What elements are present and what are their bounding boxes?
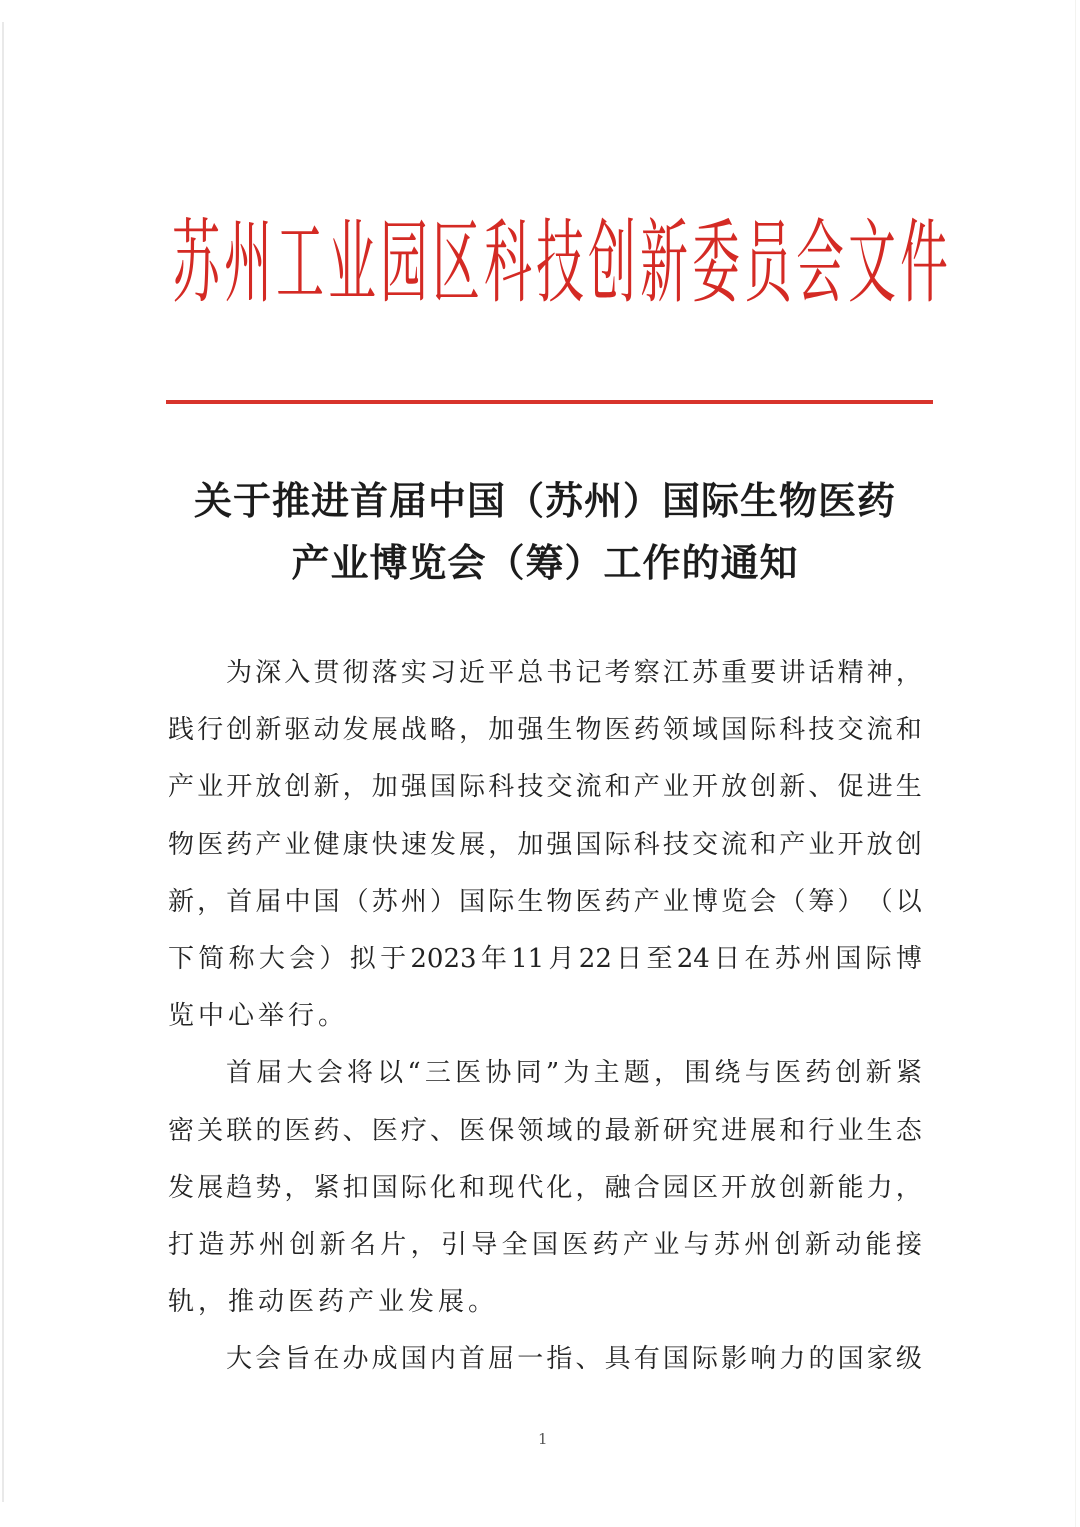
body-line: 践 行 创 新 驱 动 发 展 战 略 ， 加 强 生 物 医 药 领 域 国 际 科 技 交 流 和 [168, 715, 922, 746]
body-line: 产 业 开 放 创 新 ， 加 强 国 际 科 技 交 流 和 产 业 开 放 创 新 、 促 进 生 [168, 772, 922, 803]
issuer-header-char: 园 [380, 211, 428, 317]
title-line-2: 产业博览会（筹）工作的通知 [291, 540, 799, 585]
issuer-header-char: 件 [900, 211, 949, 317]
title-line-1: 关于推进首届中国（苏州）国际生物医药 [193, 478, 896, 523]
issuer-header-char: 新 [640, 211, 689, 317]
issuer-header [170, 211, 949, 317]
body-line: 览中心举行。 [168, 1001, 349, 1032]
body-line: 大 会 旨 在 办 成 国 内 首 屈 一 指 、 具 有 国 际 影 响 力 的 国 家 级 [226, 1344, 922, 1375]
issuer-header-char: 科 [484, 211, 533, 317]
body-line: 物 医 药 产 业 健 康 快 速 发 展 ， 加 强 国 际 科 技 交 流 和 产 业 开 放 创 [168, 829, 922, 860]
document-body [168, 648, 922, 1391]
body-line: 密 关 联 的 医 药 、 医 疗 、 医 保 领 域 的 最 新 研 究 进 展 和 行 业 生 态 [168, 1115, 922, 1146]
issuer-header-char: 区 [432, 211, 481, 317]
scan-edge-right [1075, 0, 1076, 1527]
body-line: 下 简 称 大 会 ） 拟 于 2023 年 11 月 22 日 至 24 日 在 苏 州 国 际 博 [168, 943, 922, 974]
issuer-header-char: 创 [588, 211, 637, 317]
issuer-header-char: 技 [536, 211, 585, 317]
document-title [150, 470, 940, 594]
scan-edge-left [2, 22, 4, 1502]
issuer-header-char: 业 [328, 211, 376, 317]
issuer-header-char: 苏 [172, 211, 220, 317]
issuer-header-char: 会 [796, 211, 845, 317]
red-divider-rule [166, 400, 933, 404]
body-line: 首 届 大 会 将 以 “ 三 医 协 同 ” 为 主 题 ， 围 绕 与 医 药 创 新 紧 [226, 1058, 922, 1089]
page-number: 1 [538, 1430, 548, 1448]
body-line: 发 展 趋 势 ， 紧 扣 国 际 化 和 现 代 化 ， 融 合 园 区 开 放 创 新 能 力 ， [168, 1172, 922, 1203]
body-line: 打 造 苏 州 创 新 名 片 ， 引 导 全 国 医 药 产 业 与 苏 州 创 新 动 能 接 [168, 1229, 922, 1260]
body-line: 为 深 入 贯 彻 落 实 习 近 平 总 书 记 考 察 江 苏 重 要 讲 话 精 神 ， [226, 658, 922, 688]
issuer-header-char: 文 [848, 211, 897, 317]
body-line: 轨，推动医药产业发展。 [168, 1287, 499, 1318]
issuer-header-char: 员 [744, 211, 793, 317]
issuer-header-char: 州 [224, 211, 272, 317]
issuer-header-char: 委 [692, 211, 741, 317]
issuer-header-char: 工 [276, 211, 324, 317]
body-line: 新 ， 首 届 中 国 （ 苏 州 ） 国 际 生 物 医 药 产 业 博 览 会 （ 筹 ） （ 以 [168, 886, 922, 917]
